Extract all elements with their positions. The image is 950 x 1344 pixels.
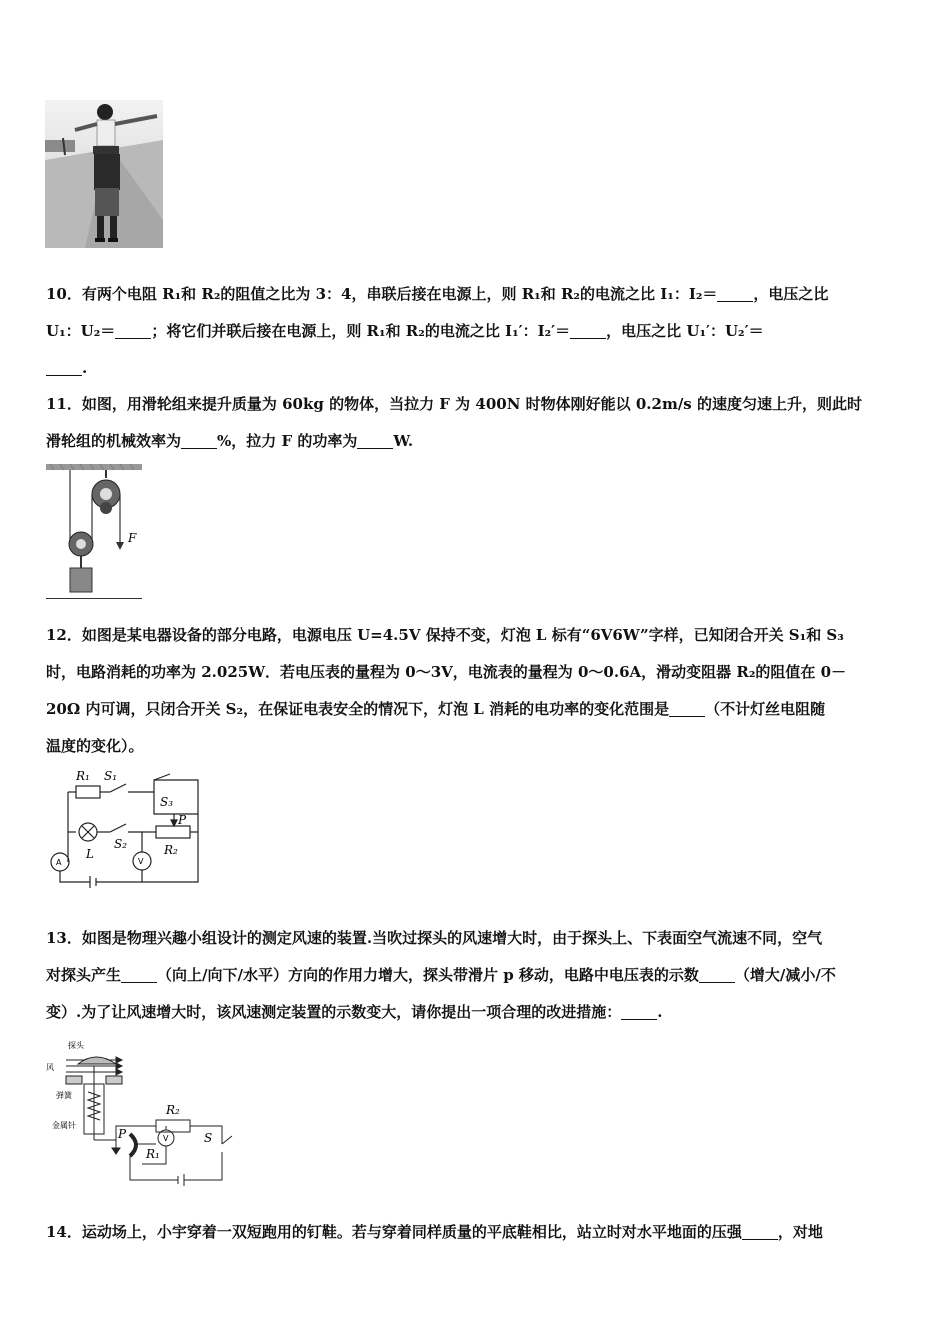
question-11 <box>46 386 908 460</box>
label-S1: S₁ <box>104 769 118 783</box>
q13-line2c: （增大/减小/不 <box>734 966 836 984</box>
q12-blank-1 <box>669 698 705 717</box>
pulley-figure <box>46 464 146 600</box>
voltmeter-label-13: V <box>163 1134 169 1143</box>
q11-blank-2 <box>357 430 393 449</box>
question-10 <box>46 276 908 387</box>
student-photo <box>45 100 163 248</box>
q10-blank-2 <box>115 320 151 339</box>
q11-line2a: 滑轮组的机械效率为 <box>46 432 182 450</box>
q10-blank-3 <box>570 320 606 339</box>
q14-line1b: ，对地 <box>777 1223 823 1241</box>
q11-line2c: W. <box>393 432 414 450</box>
label-S-13: S <box>204 1131 213 1145</box>
label-probe: 探头 <box>68 1041 84 1050</box>
label-wind: 风 <box>46 1063 54 1072</box>
label-R1: R₁ <box>76 769 90 783</box>
label-P: P <box>178 813 187 827</box>
q10-blank-1 <box>717 283 753 302</box>
label-R2: R₂ <box>164 843 178 857</box>
question-13 <box>46 920 908 1031</box>
q13-line2a: 对探头产生 <box>46 966 122 984</box>
q10-line2b: ；将它们并联后接在电源上，则 R₁和 R₂的电流之比 I₁′：I₂′＝ <box>151 322 571 340</box>
label-S3: S₃ <box>160 795 174 809</box>
label-spring: 弹簧 <box>56 1091 72 1100</box>
label-R1-13: R₁ <box>146 1147 160 1161</box>
q10-blank-4 <box>46 357 82 376</box>
q11-line1: 11．如图，用滑轮组来提升质量为 60kg 的物体，当拉力 F 为 400N 时物体刚好能以 0.2m/s 的速度匀速上升，则此时 <box>46 395 862 413</box>
q13-line2b: （向上/向下/水平）方向的作用力增大，探头带滑片 p 移动，电路中电压表的示数 <box>157 966 699 984</box>
q13-line1: 13．如图是物理兴趣小组设计的测定风速的装置.当吹过探头的风速增大时，由于探头上、下表面空气流速不同，空气 <box>46 929 823 947</box>
ammeter-label: A <box>56 858 62 867</box>
q13-line3a: 变）.为了让风速增大时，该风速测定装置的示数变大，请你提出一项合理的改进措施： <box>46 1003 622 1021</box>
q10-line2c: ，电压之比 U₁′：U₂′＝ <box>606 322 764 340</box>
q11-blank-1 <box>181 430 217 449</box>
label-R2-13: R₂ <box>166 1103 180 1117</box>
q10-line3: . <box>82 359 88 377</box>
circuit-figure-q12 <box>46 766 206 888</box>
voltmeter-label: V <box>138 857 144 866</box>
question-12 <box>46 617 908 765</box>
divider-1 <box>46 598 142 599</box>
q11-line2b: %，拉力 F 的功率为 <box>217 432 358 450</box>
weight-block <box>70 568 92 592</box>
q12-line3a: 20Ω 内可调，只闭合开关 S₂，在保证电表安全的情况下，灯泡 L 消耗的电功率的变化范围是 <box>46 700 670 718</box>
q12-line1: 12．如图是某电器设备的部分电路，电源电压 U=4.5V 保持不变，灯泡 L 标有“6V6W”字样，已知闭合开关 S₁和 S₃ <box>46 626 844 644</box>
force-label: F <box>128 531 137 545</box>
q14-blank-1 <box>742 1221 778 1240</box>
q10-line1: 10．有两个电阻 R₁和 R₂的阻值之比为 3：4，串联后接在电源上，则 R₁和 R₂的电流之比 I₁：I₂＝ <box>46 285 718 303</box>
label-S2: S₂ <box>114 837 128 851</box>
q13-blank-2 <box>699 964 735 983</box>
q13-blank-3 <box>621 1001 657 1020</box>
q13-line3b: . <box>657 1003 663 1021</box>
label-needle: 金属针 <box>52 1121 76 1130</box>
q12-line3b: （不计灯丝电阻随 <box>705 700 826 718</box>
question-14 <box>46 1214 908 1251</box>
label-P-13: P <box>118 1127 127 1141</box>
q14-line1a: 14．运动场上，小宇穿着一双短跑用的钉鞋。若与穿着同样质量的平底鞋相比，站立时对水平地面的压强 <box>46 1223 742 1241</box>
q12-line2: 时，电路消耗的功率为 2.025W．若电压表的量程为 0～3V，电流表的量程为 0～0.6A，滑动变阻器 R₂的阻值在 0－ <box>46 663 847 681</box>
q13-blank-1 <box>121 964 157 983</box>
q10-line2a: U₁：U₂＝ <box>46 322 116 340</box>
q10-line1b: ，电压之比 <box>753 285 829 303</box>
q12-line4: 温度的变化）。 <box>46 737 144 755</box>
label-L: L <box>86 847 94 861</box>
wind-speed-figure <box>46 1040 246 1190</box>
